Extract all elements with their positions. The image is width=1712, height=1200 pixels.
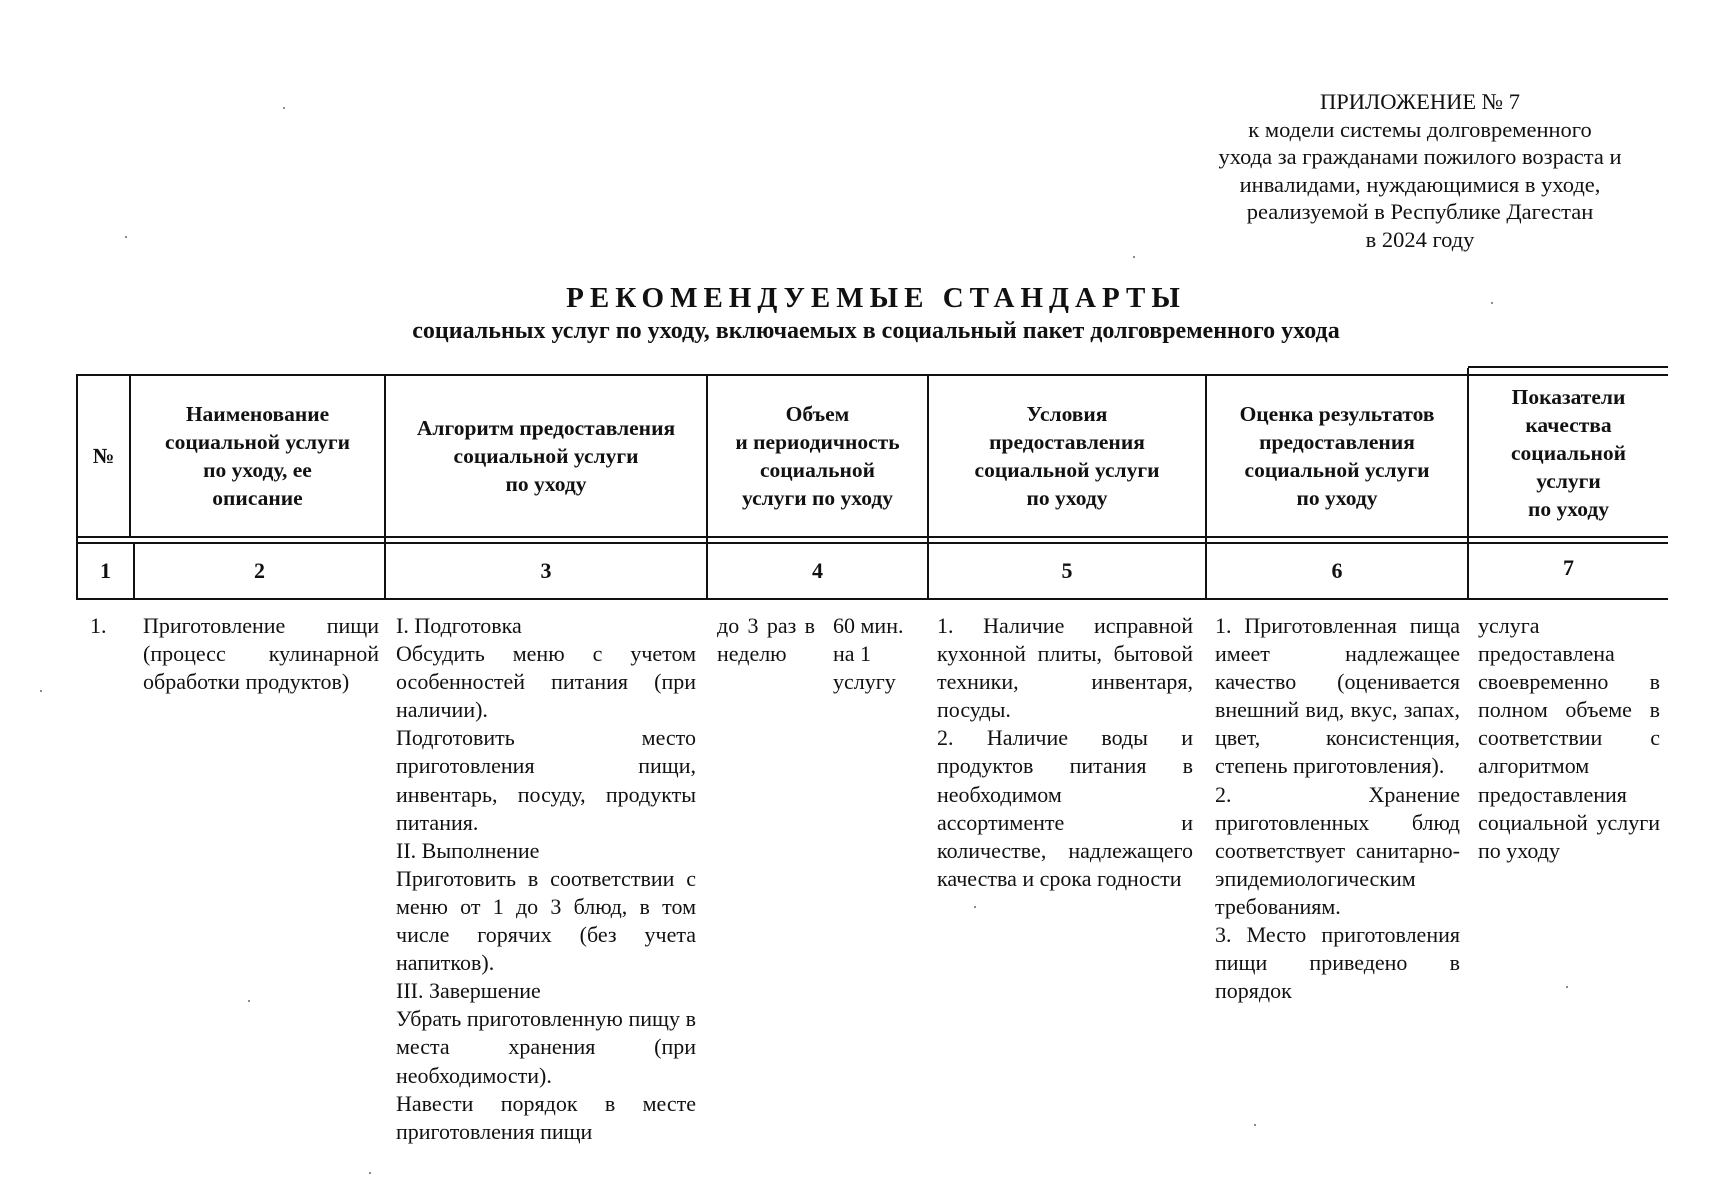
column-number: 6 (1331, 558, 1343, 583)
frequency-cell (717, 612, 815, 668)
appendix-block (1205, 88, 1635, 253)
service-name: Приготовление пищи (процесс кулинарной обработки продуктов) (143, 613, 379, 695)
appendix-line: в 2024 году (1365, 226, 1475, 252)
algorithm-cell (396, 612, 696, 1146)
step-heading: I. Подготовка (396, 613, 522, 638)
step-heading: III. Завершение (396, 978, 541, 1004)
appendix-line: ухода за гражданами пожилого возраста и (1218, 144, 1622, 169)
appendix-line: реализуемой в Республике Дагестан (1246, 199, 1594, 224)
step-text: Убрать приготовленную пищу в места хранения (при необходимости). (396, 1006, 696, 1088)
header-volume: Объем и периодичность социальной услуги по уходу (735, 402, 900, 510)
evaluation-item: 2. Хранение приготовленных блюд соответствует санитарно-эпидемиологическим требованиям. (1215, 781, 1460, 919)
header-algorithm: Алгоритм предоставления социальной услуги по уходу (416, 416, 676, 496)
evaluation-item: 1. Приготовленная пища имеет надлежащее качество (оценивается внешний вид, вкус, запах, цвет, консистенция, степень приготовления). (1215, 613, 1460, 779)
condition-item: 1. Наличие исправной кухонной плиты, бытовой техники, инвентаря, посуды. (937, 613, 1193, 723)
step-text: Приготовить в соответствии с меню от 1 до 3 блюд, в том числе горячих (без учета напитков). (396, 865, 696, 976)
appendix-title: ПРИЛОЖЕНИЕ № 7 (1319, 89, 1521, 114)
column-number: 1 (100, 558, 111, 583)
column-number: 4 (812, 558, 823, 583)
row-number: 1. (90, 613, 107, 638)
duration-cell (833, 612, 919, 696)
step-text: Подготовить место приготовления пищи, инвентарь, посуду, продукты питания. (396, 725, 696, 835)
service-name-cell (143, 612, 379, 696)
evaluation-cell (1215, 612, 1460, 1005)
step-heading: II. Выполнение (396, 837, 540, 863)
column-number: 5 (1061, 558, 1073, 583)
step-text: Обсудить меню с учетом особенностей питания (при наличии). (396, 641, 696, 723)
column-number: 3 (540, 558, 552, 583)
appendix-line: к модели системы долговременного (1248, 116, 1592, 142)
column-number: 2 (254, 558, 265, 583)
header-conditions: Условия предоставления социальной услуги по уходу (974, 402, 1160, 510)
evaluation-item: 3. Место приготовления пищи приведено в порядок (1215, 922, 1460, 1004)
document-subtitle: социальных услуг по уходу, включаемых в социальный пакет долговременного ухода (412, 318, 1340, 344)
condition-item: 2. Наличие воды и продуктов питания в необходимом ассортименте и количестве, надлежащего качества и срока годности (937, 725, 1193, 891)
header-evaluation: Оценка результатов предоставления социальной услуги по уходу (1239, 402, 1435, 510)
header-number: № (92, 444, 115, 468)
column-number: 7 (1563, 555, 1574, 580)
quality-cell (1478, 612, 1660, 865)
header-service-name: Наименование социальной услуги по уходу, ее описание (165, 402, 350, 510)
duration-text: 60 мин. на 1 услугу (833, 613, 904, 695)
document-title: РЕКОМЕНДУЕМЫЕ СТАНДАРТЫ (566, 282, 1186, 314)
header-quality: Показатели качества социальной услуги по уходу (1511, 385, 1626, 521)
conditions-cell (937, 612, 1193, 893)
quality-text: услуга предоставлена своевременно в полном объеме в соответствии с алгоритмом предоставления социальной услуги по уходу (1478, 613, 1660, 863)
step-text: Навести порядок в месте приготовления пищи (396, 1090, 696, 1144)
appendix-line: инвалидами, нуждающимися в уходе, (1239, 171, 1601, 197)
frequency-text: до 3 раз в неделю (717, 613, 815, 667)
